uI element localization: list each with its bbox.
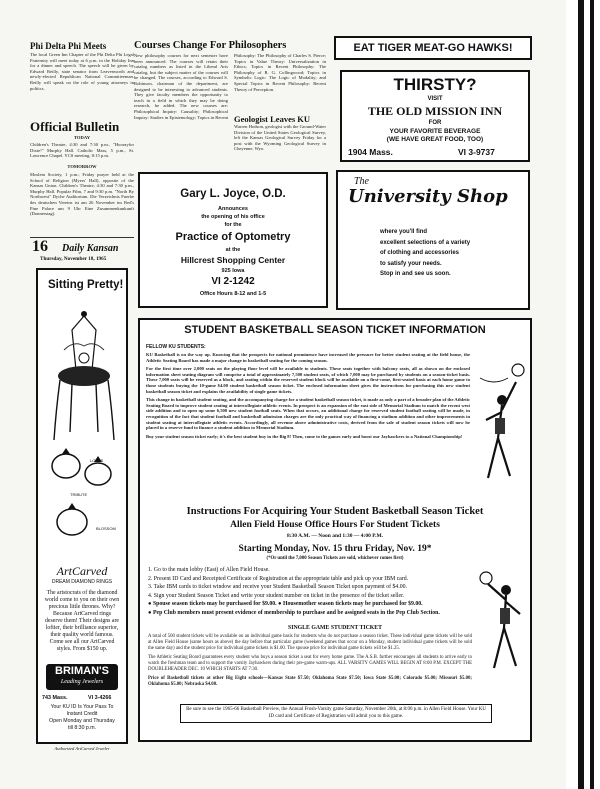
ticket-title: STUDENT BASKETBALL SEASON TICKET INFORMATION <box>184 324 486 336</box>
artcarved-body: The aristocrats of the diamond world come to you on their own precious little thrones. Why? Because ArtCarved rings deserve them! Their designs are loftier, their brilliance superior, their quality world famous. Come see all our ArtCarved styles. From $150 up. <box>44 590 120 652</box>
shop-line-4: to satisfy your needs. <box>380 260 442 267</box>
practice-line: Practice of Optometry <box>175 231 291 243</box>
bulletin-today-items: Children's Theatre, 4:30 and 7:30 p.m., "Hoorayfor Dixie!" Murphy Hall. Catholic Mass, 5 p.m., St. Lawrence Chapel. YCS meeting, 8:15 p.m. <box>30 142 134 159</box>
starting-note: (*Or until the 7,000 Season Tickets are sold, whichever comes first) <box>266 556 404 561</box>
starting-dates: Starting Monday, Nov. 15 thru Friday, Nov. 19* <box>238 544 432 554</box>
courses-headline: Courses Change For Philosophers <box>134 40 287 51</box>
step-1: 1. Go to the main lobby (East) of Allen Field House. <box>148 567 270 573</box>
step-2: 2. Present ID Card and Receipted Certificate of Registration at the appropriate table and pick up your IBM card. <box>148 575 409 582</box>
shop-copy <box>380 228 520 281</box>
for-label: FOR <box>428 120 442 126</box>
single-para-1: A total of 500 student tickets will be available on an individual game basis for students who do not purchase a season ticket. These individual game tickets will be sold at Allen Field House (same hours as above) the day before that particular game (weekend games that occur on a Monday, student individual game tickets will be sold the same day) and the student price for individual game tickets is $1.00. The spouse price for individual game tickets will be $1.25. <box>148 634 472 651</box>
ticket-information-ad <box>138 318 532 742</box>
page-number: 16 <box>32 238 48 255</box>
step-spouse: ● Spouse season tickets may be purchased for $9.00. ● Housemother season tickets may be purchased for $9.00. <box>148 601 423 607</box>
optometry-phone: VI 2-1242 <box>211 276 255 287</box>
salutation: FELLOW KU STUDENTS: <box>146 344 206 350</box>
artcarved-ad <box>36 268 128 744</box>
shop-line-5: Stop in and see us soon. <box>380 271 451 277</box>
optometry-address: 925 Iowa <box>221 268 245 274</box>
instructions-headline: Instructions For Acquiring Your Student Basketball Season Ticket <box>186 506 484 517</box>
single-game-body <box>148 634 472 691</box>
ring-label-lotus: LOTUS <box>90 458 104 463</box>
bulletin-tomorrow: TOMORROW <box>67 164 97 169</box>
basketball-player-illustration <box>474 360 530 490</box>
para-1: KU Basketball is on the way up. Knowing that the prospects for national prominence have increased the pressure for better student seating at the field house, the Athletic Seating Board has made a major change in basketball seating for the coming season. <box>146 352 470 363</box>
phidelt-article: The local Green Inn Chapter of the Phi Delta Phi Legal Fraternity will meet today at 6 p.m. in the Holiday Inn for a dinner and speech. The speech will be given by Edward Reilly, state senator from Leavenworth and newly-elected Republican National Committeeman. Reilly will speak on the role of young attorneys in politics. <box>30 52 134 91</box>
artcarved-brand: ArtCarved <box>56 564 108 578</box>
doctor-name: Gary L. Joyce, O.D. <box>180 188 286 200</box>
at-the-line: at the <box>225 247 241 253</box>
courses-article-b: Philosophy: The Philosophy of Charles S. Pierce; Topics in Value Theory: Universalization in Ethics; Topics in Recent Philosophy: The Philosophy of R. G. Collingwood; Topics in Symbolic Logic: The Logic of Modality; and Special Topics in Recent Philosophy: Recent Theory of Perception. <box>234 53 326 92</box>
old-mission-inn-ad <box>340 70 530 162</box>
university-shop-ad <box>336 170 530 310</box>
announces-label: Announces <box>218 206 248 212</box>
office-hours: Office Hours 8-12 and 1-5 <box>199 291 267 297</box>
issue-date: Thursday, November 18, 1965 <box>40 256 107 262</box>
para-2: For the first time over 2,000 seats on the playing floor level will be available to students. These seats together with balcony seats, all as shown on the enclosed information sheet seating diagram will comprise a total of approximately 7,500 student seats, of which 7,000 may be purchased by students on a season-ticket basis. These 7,000 seats will be reserved as a block, and seating within the reserved student block will be available on a first-come, first-seated basis at each home game to those students buying the 10-game $4.00 student basketball season ticket. The enclosed information sheet gives the instructions for purchasing this new student basketball season ticket and explains the availability of single game tickets. <box>146 366 470 394</box>
step-4: 4. Sign your Student Season Ticket and write your student number on ticket in the presence of the ticket seller. <box>148 592 405 599</box>
ring-label-tribute: TRIBUTE <box>70 492 88 497</box>
optometry-ad <box>138 172 328 308</box>
preview-notice: Be sure to see the 1965-66 Basketball Preview, the Annual Frosh-Varsity game Saturday, November 20th, at 8:00 p.m. in Allen Field House. Your KU ID card and Certificate of Registration will admit you to this game. <box>180 704 492 723</box>
ticket-body <box>146 352 470 442</box>
player-dribbling-illustration <box>476 568 530 678</box>
info-line-4: till 8:30 p.m. <box>68 725 96 731</box>
brimans-sub: Leading Jewelers <box>60 679 104 685</box>
brimans-name: BRIMAN'S <box>55 665 109 677</box>
inn-name: THE OLD MISSION INN <box>367 104 503 118</box>
step-3: 3. Take IBM cards to ticket window and receive your Student Basketball Season Ticket upon payment of $4.00. <box>148 584 408 590</box>
artcarved-headline: Sitting Pretty! <box>48 279 124 291</box>
shop-the: The <box>354 176 369 187</box>
edge-bar <box>578 0 584 789</box>
shop-name: University Shop <box>348 186 508 207</box>
info-line-2: Instant Credit <box>66 711 98 717</box>
info-line-1: Your KU ID Is Your Pass To <box>50 704 114 710</box>
visit-label: VISIT <box>427 96 443 102</box>
throne-chair-illustration <box>44 310 124 450</box>
inn-phone: VI 3-9737 <box>458 147 495 157</box>
paper-name: Daily Kansan <box>62 243 119 254</box>
thirsty-headline: THIRSTY? <box>393 75 477 94</box>
office-hours-times: 8:30 A.M. — Noon and 1:30 — 4:00 P.M. <box>286 533 384 539</box>
brimans-info <box>38 704 126 732</box>
step-pep-club: ● Pep Club members must present evidence of membership to purchase and be assigned seats in the Pep Club Section. <box>148 609 440 616</box>
food-line: (WE HAVE GREAT FOOD, TOO) <box>386 136 484 143</box>
bulletin-tomorrow-items: Moslem Society, 1 p.m.; Friday prayer held at the School of Religion (Myers' Hall), opposite of the Kansas Union. Children's Theatre, 4:30 and 7:30 p.m., Murphy Hall. Popular Film, 7 and 9:30 p.m. "North By Northwest" Dyche Auditorium. Die Verzeichnis Fuerbe des deutschen Vereins ist am 26 November im Red's Pine Palace um 9 Uhr Eine Zusammenkunkunft (Donnerstag). <box>30 172 134 217</box>
tiger-meat-ad: EAT TIGER MEAT-GO HAWKS! <box>334 36 532 60</box>
brimans-address: 743 Mass. <box>42 695 68 701</box>
phidelt-headline: Phi Delta Phi Meets <box>30 41 107 51</box>
courses-article-a: New philosophy courses for next semester have been announced. The courses will retain their catalog numbers as listed in the Liberal Arts catalog, but the subject matter of the courses will be changed. The courses, according to Edward S. Robinson, chairman of the department, are designed to be interesting to advanced students. They give faculty members the opportunity to teach in a field in which they may be doing research, he added. The new courses are: Philosophical Inquiry: Causality; Philosophical Inquiry: Studies in Epistemology; Topics in Recent <box>134 53 229 120</box>
single-para-3: Price of Basketball tickets at other Big Eight schools—Kansas State $7.50; Oklahoma State $7.50; Iowa State $5.00; Colorado $5.00; Missouri $5.00; Oklahoma $5.00; Nebraska $4.00. <box>148 676 472 687</box>
artcarved-footer: Authorized ArtCarved Jeweler <box>54 746 110 751</box>
single-para-2: The Athletic Seating Board guarantees every student who buys a season ticket a seat for every home game. The A.S.B. further encourages all students to arrive early to watch the freshman team and to support the varsity Jayhawkers during their pre-game warm-ups. ALL VARSITY GAMES WILL BEGIN AT 8:00 P.M. EXCEPT THE DOUBLEHEADER DEC. 10 WHICH STARTS AT 7:30. <box>148 655 472 672</box>
edge-bar <box>590 0 594 789</box>
opening-line: the opening of his office <box>201 214 265 220</box>
beverage-line: YOUR FAVORITE BEVERAGE <box>389 128 481 135</box>
office-hours-headline: Allen Field House Office Hours For Student Tickets <box>230 520 440 530</box>
for-the-line: for the <box>224 222 242 228</box>
info-line-3: Open Monday and Thursday <box>49 718 115 724</box>
geologist-headline: Geologist Leaves KU <box>234 114 311 124</box>
inn-address: 1904 Mass. <box>348 147 393 157</box>
brimans-logo <box>46 664 118 690</box>
rings-illustration <box>42 442 126 552</box>
shopping-center: Hillcrest Shopping Center <box>180 255 286 265</box>
steps-list <box>148 566 468 617</box>
page-edge <box>566 0 600 789</box>
shop-line-2: excellent selections of a variety <box>380 239 471 246</box>
ring-label-blossom: BLOSSOM <box>96 526 116 531</box>
para-4: Buy your student season ticket early; it's the best student buy in the Big 8! Then, come to the games early and boost our Jayhawkers to a National Championship! <box>146 433 463 439</box>
shop-line-1: where you'll find <box>380 229 428 235</box>
bulletin-headline: Official Bulletin <box>30 119 120 134</box>
geologist-article: Warren Hodson, geologist with the Ground-Water Division of the United States Geological Survey, left the Kansas Geological Survey Friday for a post with the Wyoming Geological Survey in Cheyenne, Wyo. <box>234 124 326 152</box>
bulletin-today: TODAY <box>73 135 91 140</box>
para-3: This change in basketball student seating, and the accompanying charge for a student basketball season ticket, is made as only a part of a broader plan of the Athletic Seating Board to improve student seating at intercollegiate athletic events. In prospect is an expansion of the east side of Memorial Stadium to match the recent west side addition and to open up some 6,500 new student football seats. When that occurs, an additional charge for reserved student football seating will be made, in recognition of the fact that student football and basketball admission charges are the only practical way of financing a stadium addition and other improvements in student seating at intercollegiate athletic events. Accordingly, all revenue above administrative costs, derived from the sale of student season tickets will now be placed in a reserve fund to finance a student addition to Memorial Stadium. <box>146 397 470 431</box>
shop-line-3: of clothing and accessories <box>380 250 460 256</box>
artcarved-brand-sub: DREAM DIAMOND RINGS <box>51 579 113 585</box>
brimans-phone: VI 3-4266 <box>88 695 112 701</box>
single-game-headline: SINGLE GAME STUDENT TICKET <box>287 625 382 631</box>
